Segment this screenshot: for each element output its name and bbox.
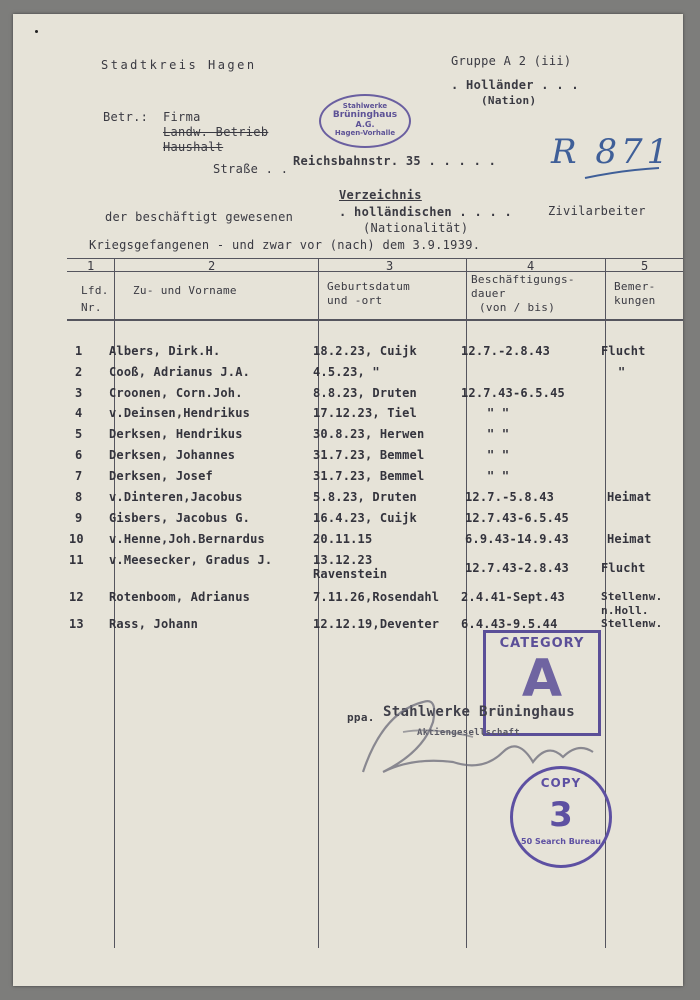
table-row: 3 Croonen, Corn.Joh. 8.8.23, Druten 12.7.43-6.5.45 bbox=[75, 386, 565, 400]
district-label: Stadtkreis Hagen bbox=[101, 58, 257, 72]
col-number-3: 3 bbox=[386, 259, 394, 273]
nation-caption: (Nation) bbox=[481, 94, 537, 107]
nationality-value: . holländischen . . . . bbox=[339, 205, 513, 219]
nation-value: . Holländer . . . bbox=[451, 78, 579, 92]
reference-underline bbox=[583, 166, 663, 182]
header-name: Zu- und Vorname bbox=[133, 284, 237, 297]
col-number-5: 5 bbox=[641, 259, 649, 273]
copy-stamp: COPY 3 50 Search Bureau bbox=[510, 766, 612, 868]
header-employment-1: Beschäftigungs- bbox=[471, 273, 575, 286]
signature-company: Stahlwerke Brüninghaus bbox=[383, 704, 576, 720]
table-row: 2 Cooß, Adrianus J.A. 4.5.23, " " bbox=[75, 365, 626, 379]
header-remarks-2: kungen bbox=[614, 294, 656, 307]
col-number-2: 2 bbox=[208, 259, 216, 273]
table-row: 12 Rotenboom, Adrianus 7.11.26,Rosendahl 2.4.41-Sept.43 Stellenw. n.Holl. bbox=[69, 590, 663, 617]
header-remarks-1: Bemer- bbox=[614, 280, 656, 293]
pow-line: Kriegsgefangenen - und zwar vor (nach) dem 3.9.1939. bbox=[89, 238, 481, 252]
table-row: 8 v.Dinteren,Jacobus 5.8.23, Druten 12.7.-5.8.43 Heimat bbox=[75, 490, 652, 504]
subject-label: Betr.: bbox=[103, 110, 149, 124]
worker-type: Zivilarbeiter bbox=[548, 204, 646, 218]
table-row: 10 v.Henne,Joh.Bernardus 20.11.15 6.9.43-14.9.43 Heimat bbox=[69, 532, 652, 546]
table-header-line bbox=[67, 319, 683, 321]
signature-company-type: Aktiengesellschaft bbox=[417, 728, 520, 738]
header-birth-2: und -ort bbox=[327, 294, 383, 307]
table-number-line bbox=[67, 271, 683, 272]
category-stamp: CATEGORY A bbox=[483, 630, 601, 736]
col-number-1: 1 bbox=[87, 259, 95, 273]
table-row: 7 Derksen, Josef 31.7.23, Bemmel " " bbox=[75, 469, 510, 483]
table-row: 9 Gisbers, Jacobus G. 16.4.23, Cuijk 12.7.43-6.5.45 bbox=[75, 511, 569, 525]
header-nr-1: Lfd. bbox=[81, 284, 109, 297]
table-row: 5 Derksen, Hendrikus 30.8.23, Herwen " " bbox=[75, 427, 510, 441]
street-label: Straße . . bbox=[213, 162, 289, 176]
header-employment-3: (von / bis) bbox=[479, 301, 556, 314]
subject-household: Haushalt bbox=[163, 140, 224, 154]
header-employment-2: dauer bbox=[471, 287, 506, 300]
subject-firm: Firma bbox=[163, 110, 201, 124]
handwritten-reference: R 871 bbox=[551, 132, 673, 172]
table-row: 13 Rass, Johann 12.12.19,Deventer 6.4.43-9.5.44 Stellenw. bbox=[69, 617, 663, 631]
document-page bbox=[13, 14, 683, 986]
subject-farm: Landw. Betrieb bbox=[163, 125, 269, 139]
table-row: 6 Derksen, Johannes 31.7.23, Bemmel " " bbox=[75, 448, 510, 462]
street-value: Reichsbahnstr. 35 . . . . . bbox=[293, 154, 497, 168]
document-title: Verzeichnis bbox=[339, 188, 422, 202]
table-row: 1 Albers, Dirk.H. 18.2.23, Cuijk 12.7.-2.8.43 Flucht bbox=[75, 344, 646, 358]
table-row: 11 v.Meesecker, Gradus J. 13.12.23 Ravenstein 12.7.43-2.8.43 Flucht bbox=[69, 553, 646, 581]
punch-mark bbox=[35, 30, 38, 33]
signature-prefix: ppa. bbox=[347, 711, 375, 724]
table-top-line bbox=[67, 258, 683, 259]
group-label: Gruppe A 2 (iii) bbox=[451, 54, 572, 68]
table-row: 4 v.Deinsen,Hendrikus 17.12.23, Tiel " " bbox=[75, 406, 510, 420]
company-stamp: Stahlwerke Brüninghaus A.G. Hagen-Vorhalle bbox=[319, 94, 411, 148]
header-birth-1: Geburtsdatum bbox=[327, 280, 411, 293]
employed-text: der beschäftigt gewesenen bbox=[105, 210, 294, 224]
nationality-caption: (Nationalität) bbox=[363, 221, 469, 235]
col-number-4: 4 bbox=[527, 259, 535, 273]
header-nr-2: Nr. bbox=[81, 301, 102, 314]
